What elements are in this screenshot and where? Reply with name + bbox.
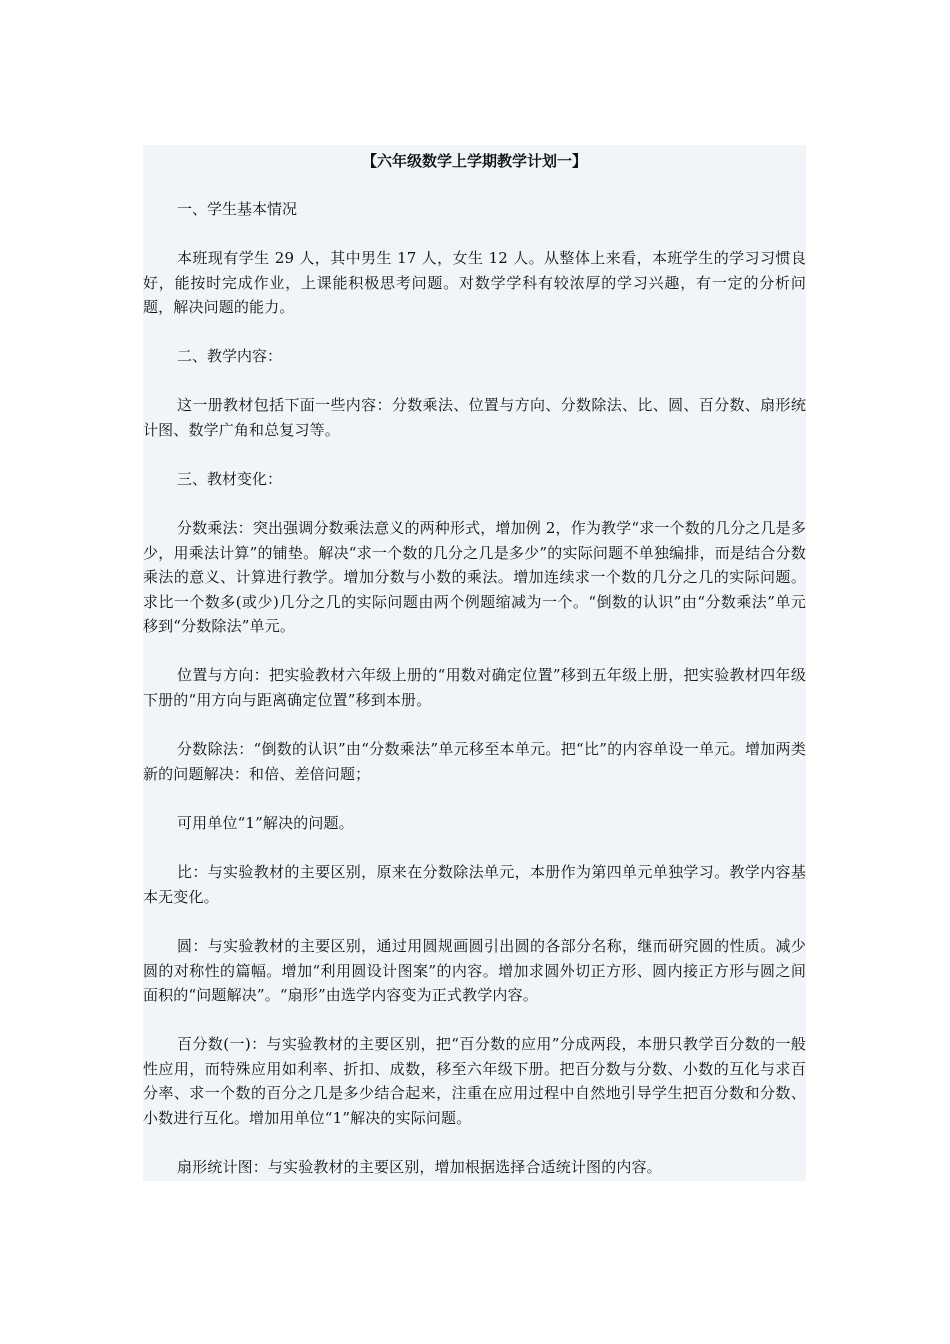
- paragraph-position-direction: 位置与方向：把实验教材六年级上册的“用数对确定位置”移到五年级上册，把实验教材四年级下册的“用方向与距离确定位置”移到本册。: [143, 666, 806, 709]
- paragraph-circle: 圆：与实验教材的主要区别，通过用圆规画圆引出圆的各部分名称，继而研究圆的性质。减少圆的对称性的篇幅。增加“利用圆设计图案”的内容。增加求圆外切正方形、圆内接正方形与圆之间面积的“问题解决”。“扇形”由选学内容变为正式教学内容。: [143, 937, 806, 1004]
- paragraph-ratio: 比：与实验教材的主要区别，原来在分数除法单元，本册作为第四单元单独学习。教学内容基本无变化。: [143, 863, 806, 906]
- section-heading-student-situation: 一、学生基本情况: [177, 200, 298, 218]
- document-page: [143, 145, 806, 1181]
- paragraph-percentage: 百分数(一)：与实验教材的主要区别，把“百分数的应用”分成两段，本册只教学百分数的一般性应用，而特殊应用如利率、折扣、成数，移至六年级下册。把百分数与分数、小数的互化与求百分率、求一个数的百分之几是多少结合起来，注重在应用过程中自然地引导学生把百分数和分数、小数进行互化。增加用单位“1”解决的实际问题。: [143, 1035, 806, 1127]
- paragraph-unit-one: 可用单位“1”解决的问题。: [177, 814, 354, 832]
- section-heading-teaching-content: 二、教学内容：: [177, 347, 283, 365]
- document-title: 【六年级数学上学期教学计划一】: [361, 152, 587, 170]
- paragraph-teaching-content: 这一册教材包括下面一些内容：分数乘法、位置与方向、分数除法、比、圆、百分数、扇形统计图、数学广角和总复习等。: [143, 396, 806, 439]
- paragraph-fraction-multiplication: 分数乘法：突出强调分数乘法意义的两种形式，增加例 2，作为教学“求一个数的几分之几是多少，用乘法计算”的铺垫。解决“求一个数的几分之几是多少”的实际问题不单独编排，而是结合分数乘法的意义、计算进行教学。增加分数与小数的乘法。增加连续求一个数的几分之几的实际问题。求比一个数多(或少)几分之几的实际问题由两个例题缩减为一个。“倒数的认识”由“分数乘法”单元移到“分数除法”单元。: [143, 519, 806, 635]
- paragraph-student-situation: 本班现有学生 29 人，其中男生 17 人，女生 12 人。从整体上来看，本班学生的学习习惯良好，能按时完成作业，上课能积极思考问题。对数学学科有较浓厚的学习兴趣，有一定的分析问题，解决问题的能力。: [143, 249, 806, 316]
- paragraph-pie-chart: 扇形统计图：与实验教材的主要区别，增加根据选择合适统计图的内容。: [177, 1158, 662, 1176]
- section-heading-textbook-changes: 三、教材变化：: [177, 470, 283, 488]
- paragraph-fraction-division: 分数除法：“倒数的认识”由“分数乘法”单元移至本单元。把“比”的内容单设一单元。增加两类新的问题解决：和倍、差倍问题；: [143, 740, 806, 783]
